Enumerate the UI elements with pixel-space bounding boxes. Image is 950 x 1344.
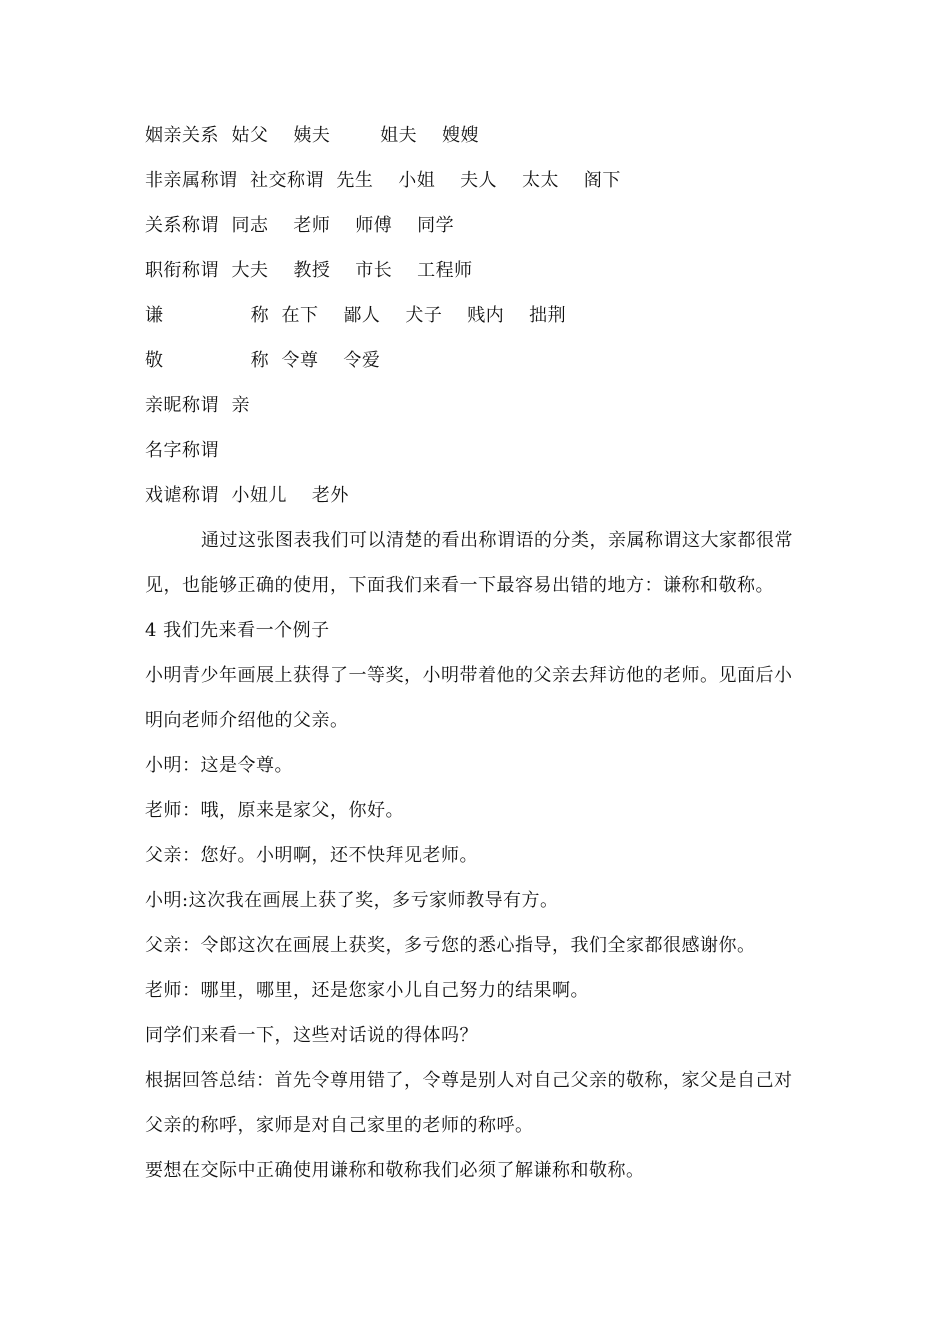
paragraph-line: 通过这张图表我们可以清楚的看出称谓语的分类，亲属称谓这大家都很常 xyxy=(201,530,793,551)
text-line-humble-titles: 谦 称 在下 鄙人 犬子 贱内 拙荆 xyxy=(145,305,567,326)
question-line: 同学们来看一下，这些对话说的得体吗？ xyxy=(145,1025,478,1046)
section-heading: 4 我们先来看一个例子 xyxy=(145,620,330,641)
dialogue-line: 小明:这次我在画展上获了奖，多亏家师教导有方。 xyxy=(145,890,559,911)
paragraph-line: 见，也能够正确的使用，下面我们来看一下最容易出错的地方：谦称和敬称。 xyxy=(145,575,774,596)
summary-line: 根据回答总结：首先令尊用错了，令尊是别人对自己父亲的敬称，家父是自己对 xyxy=(145,1070,793,1091)
dialogue-line: 老师：哪里，哪里，还是您家小儿自己努力的结果啊。 xyxy=(145,980,589,1001)
text-line-intimate-titles: 亲昵称谓 亲 xyxy=(145,395,250,416)
dialogue-line: 小明：这是令尊。 xyxy=(145,755,293,776)
text-line-relationship-titles: 关系称谓 同志 老师 师傅 同学 xyxy=(145,215,455,236)
conclusion-line: 要想在交际中正确使用谦称和敬称我们必须了解谦称和敬称。 xyxy=(145,1160,645,1181)
text-line-non-kinship-social: 非亲属称谓 社交称谓 先生 小姐 夫人 太太 阁下 xyxy=(145,170,621,191)
text-line-name-titles: 名字称谓 xyxy=(145,440,219,461)
dialogue-line: 父亲：您好。小明啊，还不快拜见老师。 xyxy=(145,845,478,866)
summary-line: 父亲的称呼，家师是对自己家里的老师的称呼。 xyxy=(145,1115,534,1136)
text-line-kinship-in-law: 姻亲关系 姑父 姨夫 姐夫 嫂嫂 xyxy=(145,125,479,146)
paragraph-line: 明向老师介绍他的父亲。 xyxy=(145,710,349,731)
dialogue-line: 父亲：令郎这次在画展上获奖，多亏您的悉心指导，我们全家都很感谢你。 xyxy=(145,935,756,956)
dialogue-line: 老师：哦，原来是家父，你好。 xyxy=(145,800,404,821)
text-line-honorific-titles: 敬 称 令尊 令爱 xyxy=(145,350,381,371)
text-line-job-titles: 职衔称谓 大夫 教授 市长 工程师 xyxy=(145,260,473,281)
text-line-joking-titles: 戏谑称谓 小妞儿 老外 xyxy=(145,485,349,506)
paragraph-line: 小明青少年画展上获得了一等奖，小明带着他的父亲去拜访他的老师。见面后小 xyxy=(145,665,793,686)
